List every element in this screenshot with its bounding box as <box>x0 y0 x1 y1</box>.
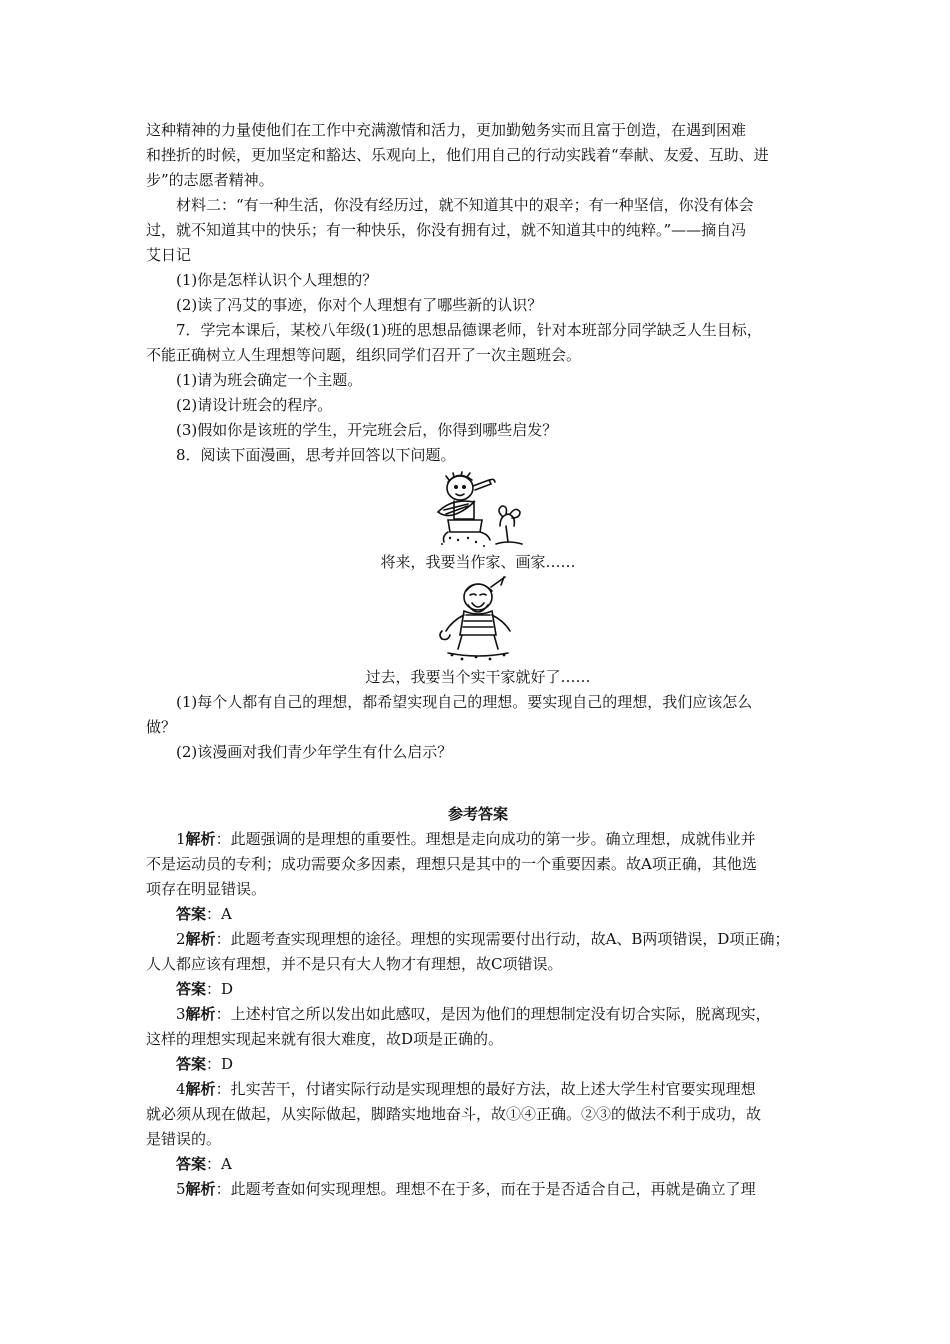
question-8: 8．阅读下面漫画，思考并回答以下问题。 <box>176 446 456 464</box>
cartoon-future-boy <box>418 468 538 550</box>
material2-line: 过，就不知道其中的快乐；有一种快乐，你没有拥有过，就不知道其中的纯粹。”——摘自冯 <box>146 221 747 239</box>
analysis-text: ：此题强调的是理想的重要性。理想是走向成功的第一步。确立理想，成就伟业并 <box>215 830 756 848</box>
answer-value: ：D <box>206 980 234 998</box>
answer-label: 答案 <box>176 905 207 923</box>
answer-number: 3 <box>176 1005 186 1023</box>
question-7-2: (2)请设计班会的程序。 <box>176 396 333 414</box>
answer-2-line <box>146 927 810 952</box>
analysis-label: 解析 <box>185 1005 216 1023</box>
answer-5-line <box>146 1177 810 1202</box>
answers-heading: 参考答案 <box>447 805 508 823</box>
analysis-label: 解析 <box>185 1080 216 1098</box>
analysis-text: ：上述村官之所以发出如此感叹，是因为他们的理想制定没有切合实际，脱离现实， <box>215 1005 771 1023</box>
questions-section <box>146 118 810 765</box>
material2-line: 材料二：“有一种生活，你没有经历过，就不知道其中的艰辛；有一种坚信，你没有体会 <box>176 196 754 214</box>
question-7-line: 7．学完本课后，某校八年级(1)班的思想品德课老师，针对本班部分同学缺乏人生目标， <box>176 321 762 339</box>
answer-4-line <box>146 1077 810 1102</box>
answer-number: 4 <box>176 1080 186 1098</box>
answer-1-line: 项存在明显错误。 <box>146 880 267 898</box>
answer-number: 1 <box>176 830 186 848</box>
answer-2-line: 人人都应该有理想，并不是只有大人物才有理想，故C项错误。 <box>146 955 563 973</box>
answer-3-key <box>146 1052 810 1077</box>
analysis-text: ：扎实苦干，付诸实际行动是实现理想的最好方法，故上述大学生村官要实现理想 <box>215 1080 756 1098</box>
question-8-2: (2)该漫画对我们青少年学生有什么启示？ <box>176 743 453 761</box>
material1-line: 和挫折的时候，更加坚定和豁达、乐观向上，他们用自己的行动实践着“奉献、友爱、互助、进 <box>146 146 769 164</box>
answer-3-line <box>146 1002 810 1027</box>
answer-3-line: 这样的理想实现起来就有很大难度，故D项是正确的。 <box>146 1030 504 1048</box>
answer-value: ：A <box>206 1155 232 1173</box>
analysis-text: ：此题考查如何实现理想。理想不在于多，而在于是否适合自己，再就是确立了理 <box>215 1180 756 1198</box>
answer-1-line <box>146 827 810 852</box>
answer-label: 答案 <box>176 1055 207 1073</box>
question-6-2: (2)读了冯艾的事迹，你对个人理想有了哪些新的认识？ <box>176 296 543 314</box>
answer-value: ：A <box>206 905 232 923</box>
answer-4-key <box>146 1152 810 1177</box>
question-7-1: (1)请为班会确定一个主题。 <box>176 371 363 389</box>
answer-label: 答案 <box>176 980 207 998</box>
answer-number: 5 <box>176 1180 186 1198</box>
analysis-label: 解析 <box>185 930 216 948</box>
answer-1-key <box>146 902 810 927</box>
answer-value: ：D <box>206 1055 234 1073</box>
question-6-1: (1)你是怎样认识个人理想的？ <box>176 271 378 289</box>
question-8-1-line: 做？ <box>146 718 177 736</box>
answer-1-line: 不是运动员的专利；成功需要众多因素，理想只是其中的一个重要因素。故A项正确，其他选 <box>146 855 757 873</box>
answer-4-line: 就必须从现在做起，从实际做起，脚踏实地地奋斗，故①④正确。②③的做法不利于成功，故 <box>146 1105 762 1123</box>
answer-4-line: 是错误的。 <box>146 1130 222 1148</box>
material1-line: 步”的志愿者精神。 <box>146 171 274 189</box>
cartoon-past-old-man <box>428 575 528 665</box>
answers-section <box>146 802 810 1202</box>
question-7-line: 不能正确树立人生理想等问题，组织同学们召开了一次主题班会。 <box>146 346 582 364</box>
analysis-label: 解析 <box>185 1180 216 1198</box>
cartoon-caption-past: 过去，我要当个实干家就好了…… <box>365 668 591 686</box>
answer-number: 2 <box>176 930 186 948</box>
question-8-1-line: (1)每个人都有自己的理想，都希望实现自己的理想。要实现自己的理想，我们应该怎么 <box>176 693 753 711</box>
analysis-text: ：此题考查实现理想的途径。理想的实现需要付出行动，故A、B两项错误，D项正确； <box>215 930 790 948</box>
cartoon-caption-future: 将来，我要当作家、画家…… <box>380 553 576 571</box>
answer-label: 答案 <box>176 1155 207 1173</box>
answer-2-key <box>146 977 810 1002</box>
material2-line: 艾日记 <box>146 246 192 264</box>
analysis-label: 解析 <box>185 830 216 848</box>
material1-line: 这种精神的力量使他们在工作中充满激情和活力，更加勤勉务实而且富于创造，在遇到困难 <box>146 121 747 139</box>
question-7-3: (3)假如你是该班的学生，开完班会后，你得到哪些启发？ <box>176 421 558 439</box>
